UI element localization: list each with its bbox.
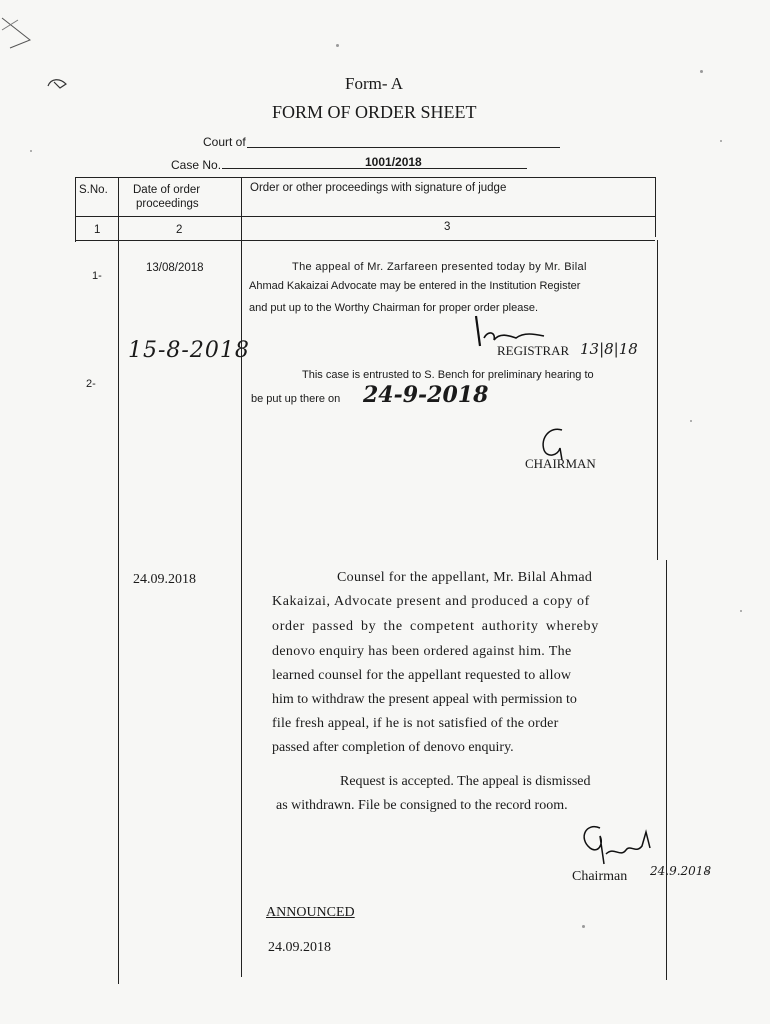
registrar-date: 13|8|18 — [580, 340, 638, 358]
entry-3-para2-line-2: as withdrawn. File be consigned to the record room. — [276, 798, 568, 813]
column-number-3: 3 — [444, 221, 451, 233]
entry-2-sno: 2- — [86, 378, 96, 390]
announced-date: 24.09.2018 — [268, 940, 331, 955]
entry-3-para1-line-6: him to withdraw the present appeal with permission to — [272, 692, 577, 707]
header-date-line1: Date of order — [133, 184, 201, 196]
entry-1-line-1: The appeal of Mr. Zarfareen presented today by Mr. Bilal — [292, 261, 587, 273]
court-label: Court of — [203, 135, 246, 149]
entry-1-line-3: and put up to the Worthy Chairman for proper order please. — [249, 302, 539, 314]
entry-3-para1-line-3: order passed by the competent authority whereby — [272, 619, 599, 634]
announced-label: ANNOUNCED — [266, 905, 355, 920]
case-label: Case No. — [171, 158, 222, 172]
entry-3-para1-line-7: file fresh appeal, if he is not satisfied of the order — [272, 716, 559, 731]
entry-2-line-1: This case is entrusted to S. Bench for preliminary hearing to — [302, 369, 594, 381]
entry-3-para1-line-2: Kakaizai, Advocate present and produced a copy of — [272, 594, 590, 609]
entry-2-date: 15-8-2018 — [128, 338, 250, 363]
header-order: Order or other proceedings with signature of judge — [250, 182, 507, 194]
entry-1-line-2: Ahmad Kakaizai Advocate may be entered in the Institution Register — [249, 280, 581, 292]
page-title: FORM OF ORDER SHEET — [272, 102, 477, 122]
chairman-signature-date: 24.9.2018 — [650, 864, 712, 878]
entry-1-date: 13/08/2018 — [146, 262, 204, 274]
case-number: 1001/2018 — [365, 155, 422, 169]
entry-3-date: 24.09.2018 — [133, 572, 196, 587]
entry-3-para2-line-1: Request is accepted. The appeal is dismissed — [340, 774, 591, 789]
chairman-title-1: CHAIRMAN — [525, 456, 596, 471]
entry-3-para1-line-8: passed after completion of denovo enquiry. — [272, 740, 514, 755]
form-label: Form- A — [345, 74, 404, 93]
entry-3-para1-line-5: learned counsel for the appellant requested to allow — [272, 668, 572, 683]
entry-1-sno: 1- — [92, 270, 102, 282]
header-date-line2: proceedings — [136, 198, 199, 210]
entry-3-para1-line-4: denovo enquiry has been ordered against him. The — [272, 644, 572, 659]
column-number-1: 1 — [94, 224, 101, 236]
chairman-title-2: Chairman — [572, 869, 628, 884]
header-sno: S.No. — [79, 184, 108, 196]
entry-2-line-2: be put up there on — [251, 393, 341, 405]
court-underline — [247, 147, 560, 148]
hearing-date: 24-9-2018 — [363, 382, 489, 408]
entry-3-para1-line-1: Counsel for the appellant, Mr. Bilal Ahmad — [337, 570, 593, 585]
column-number-2: 2 — [176, 224, 183, 236]
registrar-title: REGISTRAR — [497, 343, 570, 358]
